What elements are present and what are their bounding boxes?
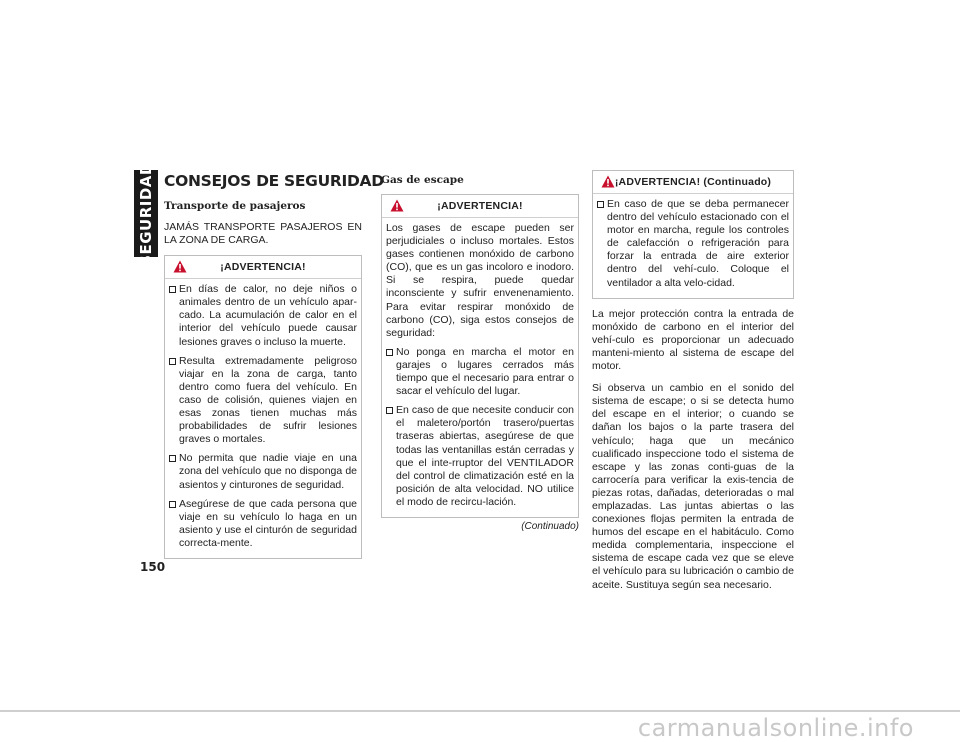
paragraph-no-cargo-passengers: JAMÁS TRANSPORTE PASAJEROS EN LA ZONA DE CARGA. [164, 221, 362, 247]
list-item: En caso de que necesite conducir con el maletero/portón trasero/puertas traseras abiertas, asegúrese de que todas las ventanillas están cerradas y que el inte-rruptor del VENTILADOR del control de climatización esté en la posición de alta velocidad. NO utilice el modo de recircu-lación. [386, 404, 574, 509]
warning-list [386, 346, 574, 509]
subheading-exhaust-gas: Gas de escape [381, 174, 464, 186]
list-item: Asegúrese de que cada persona que viaje en su vehículo lo haga en un asiento y use el cinturón de seguridad correcta-mente. [169, 498, 357, 550]
footer-bar [0, 710, 960, 742]
paragraph-co-protection: La mejor protección contra la entrada de monóxido de carbono en el interior del vehí-culo es proporcionar un adecuado manteni-miento al sistema de escape del motor. [592, 307, 794, 373]
square-bullet-icon [386, 349, 393, 356]
warning-triangle-icon [390, 199, 404, 212]
page-number: 150 [140, 560, 166, 574]
list-item: En días de calor, no deje niños o animales dentro de un vehículo apar-cado. La acumulación de calor en el interior del vehículo puede causar lesiones graves o incluso la muerte. [169, 283, 357, 348]
warning-box-passengers [164, 255, 362, 559]
square-bullet-icon [169, 286, 176, 293]
square-bullet-icon [597, 201, 604, 208]
column-3 [592, 170, 794, 592]
square-bullet-icon [169, 358, 176, 365]
square-bullet-icon [169, 501, 176, 508]
footer-divider [0, 710, 960, 712]
section-title: CONSEJOS DE SEGURIDAD [164, 172, 384, 190]
side-tab-label: SEGURIDAD [137, 161, 155, 266]
list-item: No ponga en marcha el motor en garajes o lugares cerrados más tiempo que el necesario para entrar o sacar el vehículo del lugar. [386, 346, 574, 398]
warning-title: ¡ADVERTENCIA! [437, 200, 523, 212]
warning-intro: Los gases de escape pueden ser perjudiciales o incluso mortales. Estos gases contienen monóxido de carbono (CO), que es un gas incoloro e inodoro. Si se respira, puede quedar inconsciente y sufrir envenenamiento. Para evitar respirar monóxido de carbono (CO), siga estos consejos de seguridad: [386, 222, 574, 339]
warning-list [169, 283, 357, 550]
warning-header [165, 256, 361, 279]
warning-title: ¡ADVERTENCIA! (Continuado) [614, 176, 772, 188]
paragraph-exhaust-inspection: Si observa un cambio en el sonido del sistema de escape; o si se detecta humo del escape en el interior; o cuando se dañan los bajos o la parte trasera del vehículo; haga que un mecánico cualificado inspeccione todo el sistema de escape y las zonas conti-guas de la carrocería para verificar la exis-tencia de piezas rotas, dañadas, deterioradas o mal emplazadas. Las juntas abiertas o las conexiones flojas permiten la entrada de humos del escape en el habitáculo. Como medida complementaria, inspeccione el sistema de escape cada vez que se eleve el vehículo para su lubricación o cambio de aceite. Sustituya según sea necesario. [592, 382, 794, 591]
section-side-tab [134, 161, 158, 266]
warning-box-continued [592, 170, 794, 299]
square-bullet-icon [169, 455, 176, 462]
column-1 [164, 170, 384, 559]
list-item: En caso de que se deba permanecer dentro del vehículo estacionado con el motor en marcha, regule los controles de calefacción o refrigeración para forzar la entrada de aire exterior dentro del vehí-culo. Coloque el ventilador a alta velo-cidad. [597, 198, 789, 290]
warning-box-exhaust [381, 194, 579, 518]
column-2 [381, 170, 579, 532]
warning-header [382, 195, 578, 218]
list-item: No permita que nadie viaje en una zona del vehículo que no disponga de asientos y cinturones de seguridad. [169, 452, 357, 491]
warning-header [593, 171, 793, 194]
list-item: Resulta extremadamente peligroso viajar en la zona de carga, tanto dentro como fuera del vehículo. En caso de colisión, quienes viajen en esas zonas tienen muchas más probabilidades de sufrir lesiones graves o mortales. [169, 355, 357, 447]
warning-triangle-icon [173, 260, 187, 273]
subheading-passenger-transport: Transporte de pasajeros [164, 200, 306, 212]
warning-triangle-icon [601, 175, 615, 188]
watermark-text: carmanualsonline.info [637, 714, 914, 742]
continued-note: (Continuado) [521, 520, 579, 532]
warning-title: ¡ADVERTENCIA! [220, 261, 306, 274]
warning-list [597, 198, 789, 290]
square-bullet-icon [386, 407, 393, 414]
